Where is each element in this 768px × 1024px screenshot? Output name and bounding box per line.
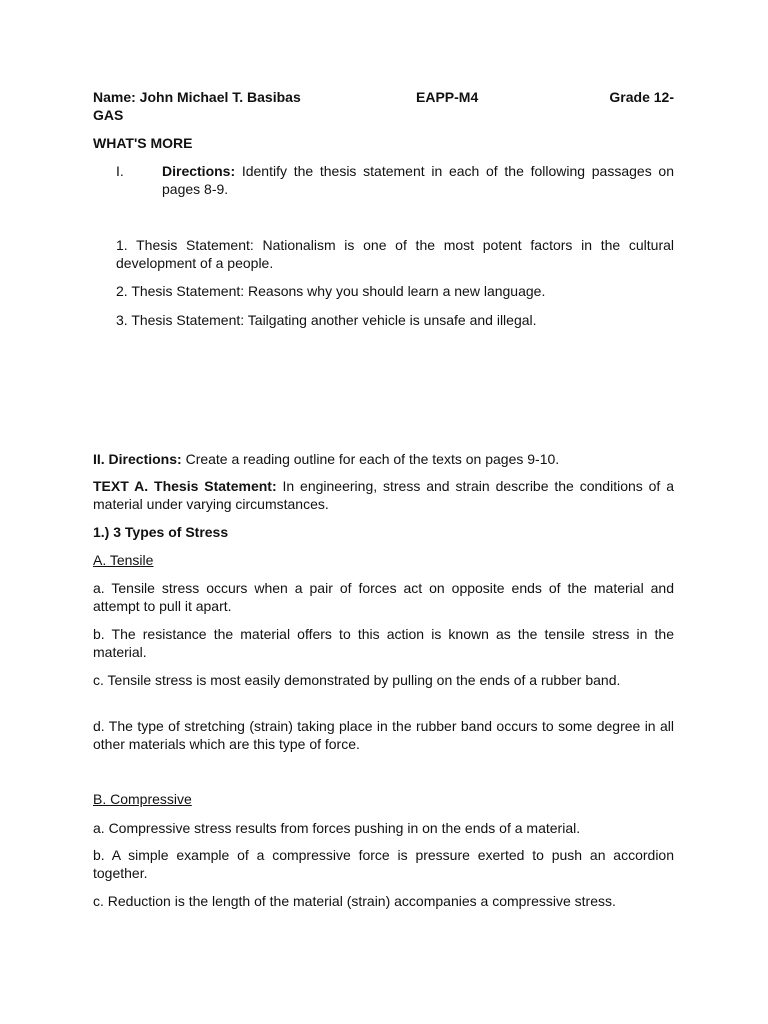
thesis-item-2: 2. Thesis Statement: Reasons why you should learn a new language. — [116, 283, 546, 299]
thesis-item-3: 3. Thesis Statement: Tailgating another vehicle is unsafe and illegal. — [116, 312, 537, 328]
header-row — [93, 88, 674, 106]
part-one-directions — [162, 162, 674, 198]
part-two-directions — [93, 450, 674, 468]
directions-label: Directions: — [162, 163, 236, 179]
directions-text: Create a reading outline for each of the texts on pages 9-10. — [181, 451, 560, 467]
tensile-heading — [93, 551, 674, 569]
compressive-item-a: a. Compressive stress results from forces pushing in on the ends of a material. — [93, 820, 581, 836]
directions-text: Identify the thesis statement in each of the following passages on pages 8-9. — [162, 163, 674, 197]
strand: GAS — [93, 107, 124, 123]
compressive-item-c: c. Reduction is the length of the material (strain) accompanies a compressive stress. — [93, 893, 616, 909]
compressive-heading — [93, 790, 674, 808]
tensile-item-b: b. The resistance the material offers to this action is known as the tensile stress in the material. — [93, 626, 674, 660]
student-name: Name: John Michael T. Basibas — [93, 89, 301, 105]
text-a-text: In engineering, stress and strain describe the conditions of a material under varying circumstances. — [93, 478, 674, 512]
compressive-heading-text: B. Compressive — [93, 791, 192, 807]
thesis-item-1: 1. Thesis Statement: Nationalism is one of the most potent factors in the cultural development of a people. — [116, 237, 674, 271]
text-a-label: TEXT A. Thesis Statement: — [93, 478, 277, 494]
grade-level: Grade 12- — [609, 89, 674, 105]
types-heading: 1.) 3 Types of Stress — [93, 524, 229, 540]
subject-code: EAPP-M4 — [416, 89, 479, 105]
compressive-item-b: b. A simple example of a compressive force is pressure exerted to push an accordion together. — [93, 847, 674, 881]
tensile-item-a: a. Tensile stress occurs when a pair of forces act on opposite ends of the material and attempt to pull it apart. — [93, 580, 674, 614]
section-title: WHAT'S MORE — [93, 135, 193, 151]
tensile-heading-text: A. Tensile — [93, 552, 154, 568]
tensile-item-d: d. The type of stretching (strain) taking place in the rubber band occurs to some degree in all other materials which are this type of force. — [93, 718, 674, 752]
text-a-thesis — [93, 477, 674, 513]
directions-label: II. Directions: — [93, 451, 182, 467]
part-one-numeral: I. — [116, 163, 124, 179]
tensile-item-c: c. Tensile stress is most easily demonstrated by pulling on the ends of a rubber band. — [93, 672, 621, 688]
